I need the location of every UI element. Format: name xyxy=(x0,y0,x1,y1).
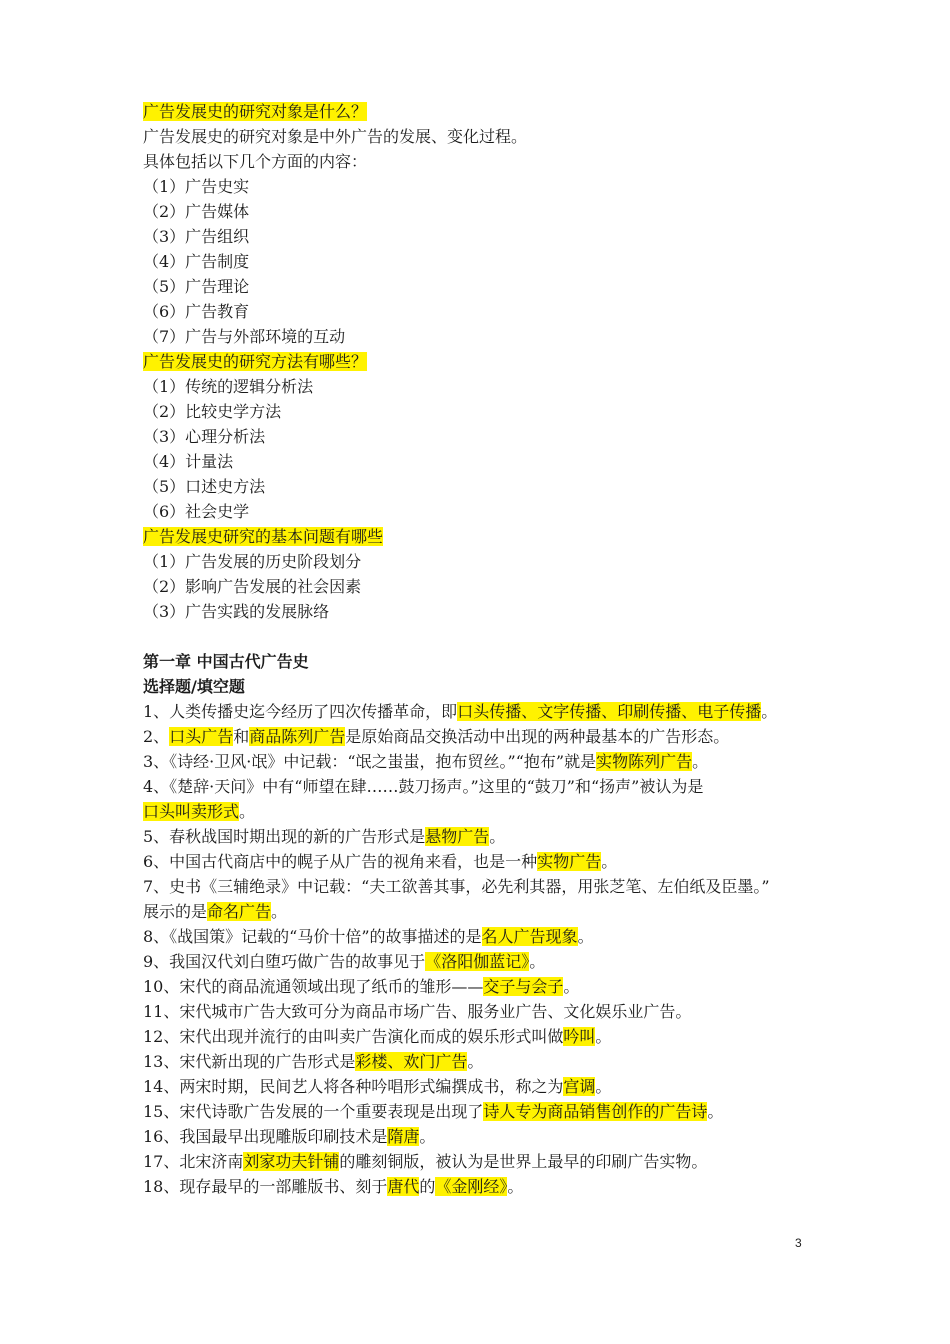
fill-in-item: 12、宋代出现并流行的由叫卖广告演化而成的娱乐形式叫做吟叫。 xyxy=(143,1027,612,1046)
list-item: （5）广告理论 xyxy=(143,277,250,296)
answer-highlight: 名人广告现象 xyxy=(481,927,578,946)
fill-in-item: 8、《战国策》记载的“马价十倍”的故事描述的是名人广告现象。 xyxy=(143,927,594,946)
answer-highlight: 口头广告 xyxy=(169,727,234,746)
spacer xyxy=(143,624,823,649)
question-heading: 广告发展史的研究对象是什么？ xyxy=(143,102,368,121)
answer-highlight: 彩楼、欢门广告 xyxy=(355,1052,468,1071)
list-item: （3）心理分析法 xyxy=(143,427,266,446)
fill-in-item: 11、宋代城市广告大致可分为商品市场广告、服务业广告、文化娱乐业广告。 xyxy=(143,1002,692,1021)
answer-text: 具体包括以下几个方面的内容： xyxy=(143,152,368,171)
list-item: （2）比较史学方法 xyxy=(143,402,282,421)
answer-highlight: 口头叫卖形式 xyxy=(143,802,240,821)
list-item: （1）广告史实 xyxy=(143,177,250,196)
answer-highlight: 实物广告 xyxy=(537,852,602,871)
question-heading: 广告发展史研究的基本问题有哪些 xyxy=(143,527,384,546)
answer-highlight: 诗人专为商品销售创作的广告诗 xyxy=(483,1102,708,1121)
list-item: （4）广告制度 xyxy=(143,252,250,271)
answer-highlight: 刘家功夫针铺 xyxy=(243,1152,340,1171)
answer-highlight: 唐代 xyxy=(387,1177,420,1196)
fill-in-item: 9、我国汉代刘白堕巧做广告的故事见于《洛阳伽蓝记》。 xyxy=(143,952,546,971)
fill-in-item: 2、口头广告和商品陈列广告是原始商品交换活动中出现的两种最基本的广告形态。 xyxy=(143,727,730,746)
fill-in-item: 17、北宋济南刘家功夫针铺的雕刻铜版，被认为是世界上最早的印刷广告实物。 xyxy=(143,1152,708,1171)
section-title: 选择题/填空题 xyxy=(143,677,245,696)
fill-in-item: 6、中国古代商店中的幌子从广告的视角来看，也是一种实物广告。 xyxy=(143,852,618,871)
answer-highlight: 实物陈列广告 xyxy=(596,752,693,771)
list-item: （2）影响广告发展的社会因素 xyxy=(143,577,362,596)
answer-highlight: 命名广告 xyxy=(207,902,272,921)
answer-highlight: 《金刚经》 xyxy=(435,1177,508,1196)
list-item: （1）传统的逻辑分析法 xyxy=(143,377,314,396)
question-heading: 广告发展史的研究方法有哪些？ xyxy=(143,352,368,371)
list-item: （2）广告媒体 xyxy=(143,202,250,221)
answer-highlight: 悬物广告 xyxy=(425,827,490,846)
fill-in-item: 展示的是命名广告。 xyxy=(143,902,288,921)
answer-highlight: 隋唐 xyxy=(387,1127,420,1146)
fill-in-item: 1、人类传播史迄今经历了四次传播革命，即口头传播、文字传播、印刷传播、电子传播。 xyxy=(143,702,778,721)
answer-highlight: 吟叫 xyxy=(563,1027,596,1046)
fill-in-item: 14、两宋时期，民间艺人将各种吟唱形式编撰成书，称之为宫调。 xyxy=(143,1077,612,1096)
fill-in-item: 7、史书《三辅绝录》中记载：“夫工欲善其事，必先利其器，用张芝笔、左伯纸及臣墨。” xyxy=(143,877,770,896)
list-item: （6）广告教育 xyxy=(143,302,250,321)
list-item: （5）口述史方法 xyxy=(143,477,266,496)
fill-in-item: 16、我国最早出现雕版印刷技术是隋唐。 xyxy=(143,1127,436,1146)
list-item: （6）社会史学 xyxy=(143,502,250,521)
fill-in-item: 13、宋代新出现的广告形式是彩楼、欢门广告。 xyxy=(143,1052,484,1071)
fill-in-item: 15、宋代诗歌广告发展的一个重要表现是出现了诗人专为商品销售创作的广告诗。 xyxy=(143,1102,724,1121)
fill-in-item: 10、宋代的商品流通领域出现了纸币的雏形——交子与会子。 xyxy=(143,977,580,996)
chapter-title: 第一章 中国古代广告史 xyxy=(143,652,309,671)
answer-text: 广告发展史的研究对象是中外广告的发展、变化过程。 xyxy=(143,127,528,146)
list-item: （3）广告实践的发展脉络 xyxy=(143,602,330,621)
list-item: （3）广告组织 xyxy=(143,227,250,246)
answer-highlight: 宫调 xyxy=(563,1077,596,1096)
fill-in-item: 3、《诗经·卫风·氓》中记载：“氓之蚩蚩，抱布贸丝。”“抱布”就是实物陈列广告。 xyxy=(143,752,709,771)
fill-in-item: 5、春秋战国时期出现的新的广告形式是悬物广告。 xyxy=(143,827,506,846)
answer-highlight: 交子与会子 xyxy=(483,977,564,996)
fill-in-item: 18、现存最早的一部雕版书、刻于唐代的《金刚经》。 xyxy=(143,1177,524,1196)
answer-highlight: 商品陈列广告 xyxy=(249,727,346,746)
page-number: 3 xyxy=(795,1236,802,1250)
document-body xyxy=(143,99,823,1199)
answer-highlight: 口头传播、文字传播、印刷传播、电子传播 xyxy=(457,702,762,721)
fill-in-item: 4、《楚辞·天问》中有“师望在肆……鼓刀扬声。”这里的“鼓刀”和“扬声”被认为是 xyxy=(143,777,704,796)
list-item: （4）计量法 xyxy=(143,452,234,471)
fill-in-item: 口头叫卖形式。 xyxy=(143,802,256,821)
answer-highlight: 《洛阳伽蓝记》 xyxy=(425,952,530,971)
list-item: （1）广告发展的历史阶段划分 xyxy=(143,552,362,571)
list-item: （7）广告与外部环境的互动 xyxy=(143,327,346,346)
